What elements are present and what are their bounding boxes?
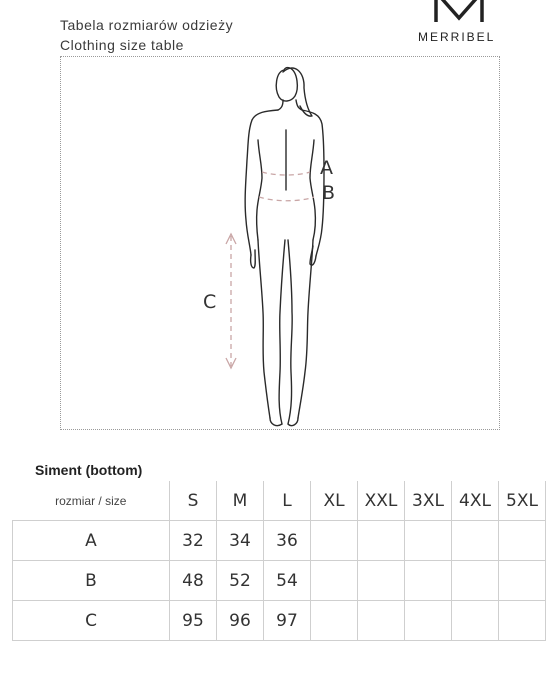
table-cell <box>358 561 405 601</box>
table-cell: 54 <box>264 561 311 601</box>
table-cell: 32 <box>170 521 217 561</box>
table-cell <box>358 521 405 561</box>
table-cell <box>311 561 358 601</box>
size-column-header: M <box>217 481 264 521</box>
table-cell <box>499 561 546 601</box>
table-title: Siment (bottom) <box>35 462 143 478</box>
table-cell <box>405 561 452 601</box>
row-label: C <box>13 601 170 641</box>
table-cell <box>499 521 546 561</box>
title-polish: Tabela rozmiarów odzieży <box>60 17 234 33</box>
table-cell <box>358 601 405 641</box>
table-cell: 36 <box>264 521 311 561</box>
size-column-header: XL <box>311 481 358 521</box>
size-header-label: rozmiar / size <box>13 481 170 521</box>
table-cell <box>405 601 452 641</box>
size-column-header: 3XL <box>405 481 452 521</box>
table-cell: 95 <box>170 601 217 641</box>
row-label: B <box>13 561 170 601</box>
table-cell <box>452 521 499 561</box>
size-column-header: XXL <box>358 481 405 521</box>
table-cell: 34 <box>217 521 264 561</box>
table-row <box>13 521 546 561</box>
table-cell <box>311 601 358 641</box>
table-cell: 97 <box>264 601 311 641</box>
table-cell <box>499 601 546 641</box>
table-cell <box>452 561 499 601</box>
size-column-header: 4XL <box>452 481 499 521</box>
table-cell <box>452 601 499 641</box>
brand-name: MERRIBEL <box>418 30 496 44</box>
table-cell: 96 <box>217 601 264 641</box>
size-column-header: 5XL <box>499 481 546 521</box>
table-cell <box>311 521 358 561</box>
size-column-header: L <box>264 481 311 521</box>
size-column-header: S <box>170 481 217 521</box>
table-cell: 52 <box>217 561 264 601</box>
row-label: A <box>13 521 170 561</box>
title-english: Clothing size table <box>60 37 184 53</box>
measure-label-c: C <box>203 291 217 313</box>
table-cell: 48 <box>170 561 217 601</box>
table-cell <box>405 521 452 561</box>
table-row <box>13 561 546 601</box>
measure-label-b: B <box>322 182 336 204</box>
measure-label-a: A <box>320 157 333 179</box>
table-header-row <box>13 481 546 521</box>
size-table <box>12 481 546 641</box>
table-row <box>13 601 546 641</box>
